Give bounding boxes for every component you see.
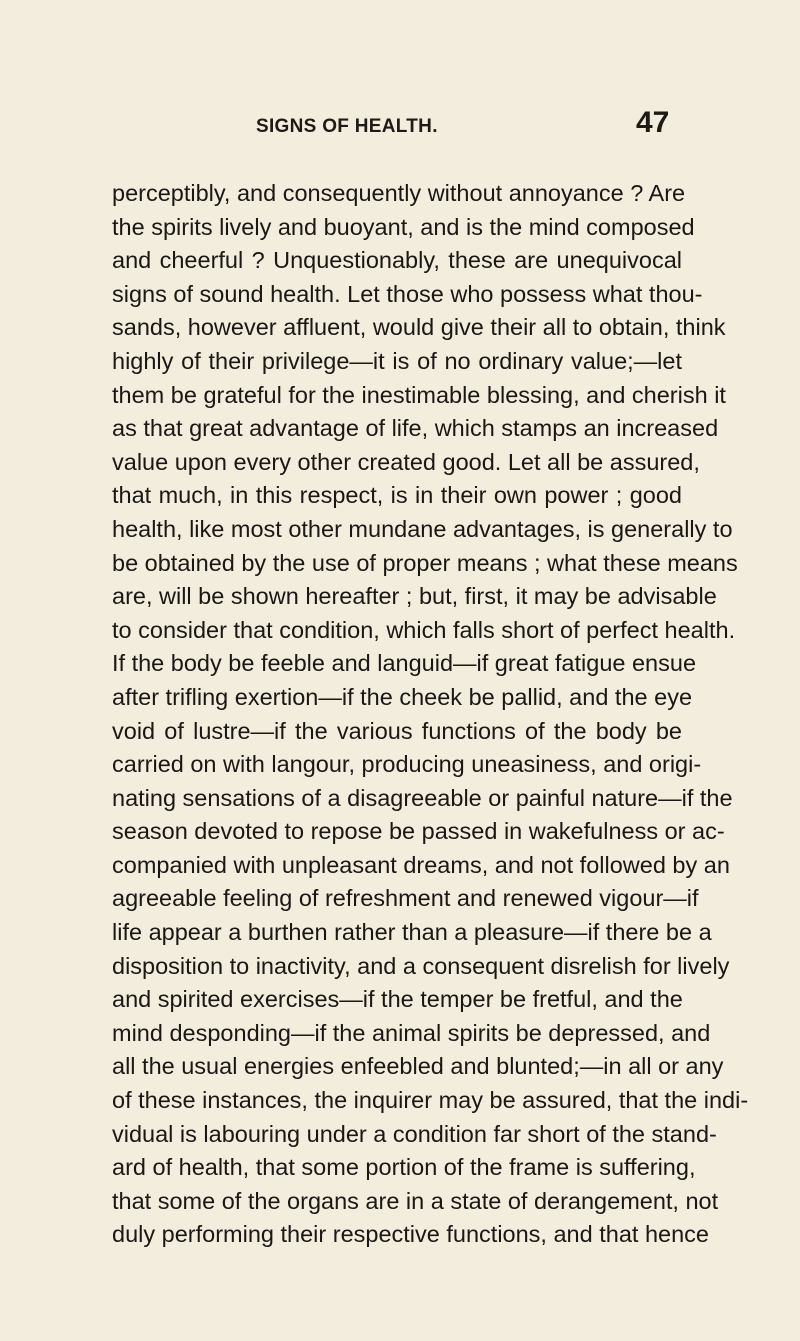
text-line: life appear a burthen rather than a pleasure—if there be a — [112, 919, 712, 946]
text-line: signs of sound health. Let those who possess what thou- — [112, 280, 703, 307]
text-line: are, will be shown hereafter ; but, first, it may be advisable — [112, 583, 717, 610]
text-line: ard of health, that some portion of the frame is suffering, — [112, 1154, 696, 1181]
text-line: that much, in this respect, is in their own power ; good — [112, 482, 682, 509]
text-line: duly performing their respective functions, and that hence — [112, 1221, 709, 1248]
text-line: sands, however affluent, would give their all to obtain, think — [112, 314, 726, 341]
text-line: nating sensations of a disagreeable or painful nature—if the — [112, 784, 733, 811]
text-line: that some of the organs are in a state of derangement, not — [112, 1187, 719, 1214]
text-line: agreeable feeling of refreshment and renewed vigour—if — [112, 885, 699, 912]
text-line: value upon every other created good. Let all be assured, — [112, 448, 700, 475]
text-line: and cheerful ? Unquestionably, these are unequivocal — [112, 247, 682, 274]
page-number: 47 — [636, 106, 670, 139]
text-line: vidual is labouring under a condition far short of the stand- — [112, 1120, 717, 1147]
running-title: SIGNS OF HEALTH. — [256, 116, 438, 137]
text-line: If the body be feeble and languid—if great fatigue ensue — [112, 650, 697, 677]
text-line: as that great advantage of life, which stamps an increased — [112, 415, 719, 442]
text-line: and spirited exercises—if the temper be fretful, and the — [112, 986, 683, 1013]
text-line: void of lustre—if the various functions of the body be — [112, 717, 682, 744]
text-line: them be grateful for the inestimable blessing, and cherish it — [112, 381, 726, 408]
text-line: health, like most other mundane advantages, is generally to — [112, 515, 733, 542]
text-line: perceptibly, and consequently without annoyance ? Are — [112, 180, 686, 206]
text-line: all the usual energies enfeebled and blunted;—in all or any — [112, 1053, 724, 1080]
text-line: after trifling exertion—if the cheek be pallid, and the eye — [112, 683, 693, 710]
text-line: highly of their privilege—it is of no ordinary value;—let — [112, 347, 682, 374]
text-line: carried on with langour, producing uneasiness, and origi- — [112, 751, 702, 778]
text-line: of these instances, the inquirer may be assured, that the indi- — [112, 1087, 749, 1114]
text-line: disposition to inactivity, and a consequent disrelish for lively — [112, 952, 730, 979]
text-line: be obtained by the use of proper means ; what these means — [112, 549, 738, 576]
text-line: season devoted to repose be passed in wakefulness or ac- — [112, 818, 725, 845]
text-line: the spirits lively and buoyant, and is the mind composed — [112, 213, 695, 240]
running-head — [0, 76, 800, 139]
text-line: mind desponding—if the animal spirits be depressed, and — [112, 1019, 711, 1046]
text-line: to consider that condition, which falls short of perfect health. — [112, 616, 736, 643]
text-line: companied with unpleasant dreams, and not followed by an — [112, 851, 730, 878]
body-text — [112, 177, 749, 1252]
